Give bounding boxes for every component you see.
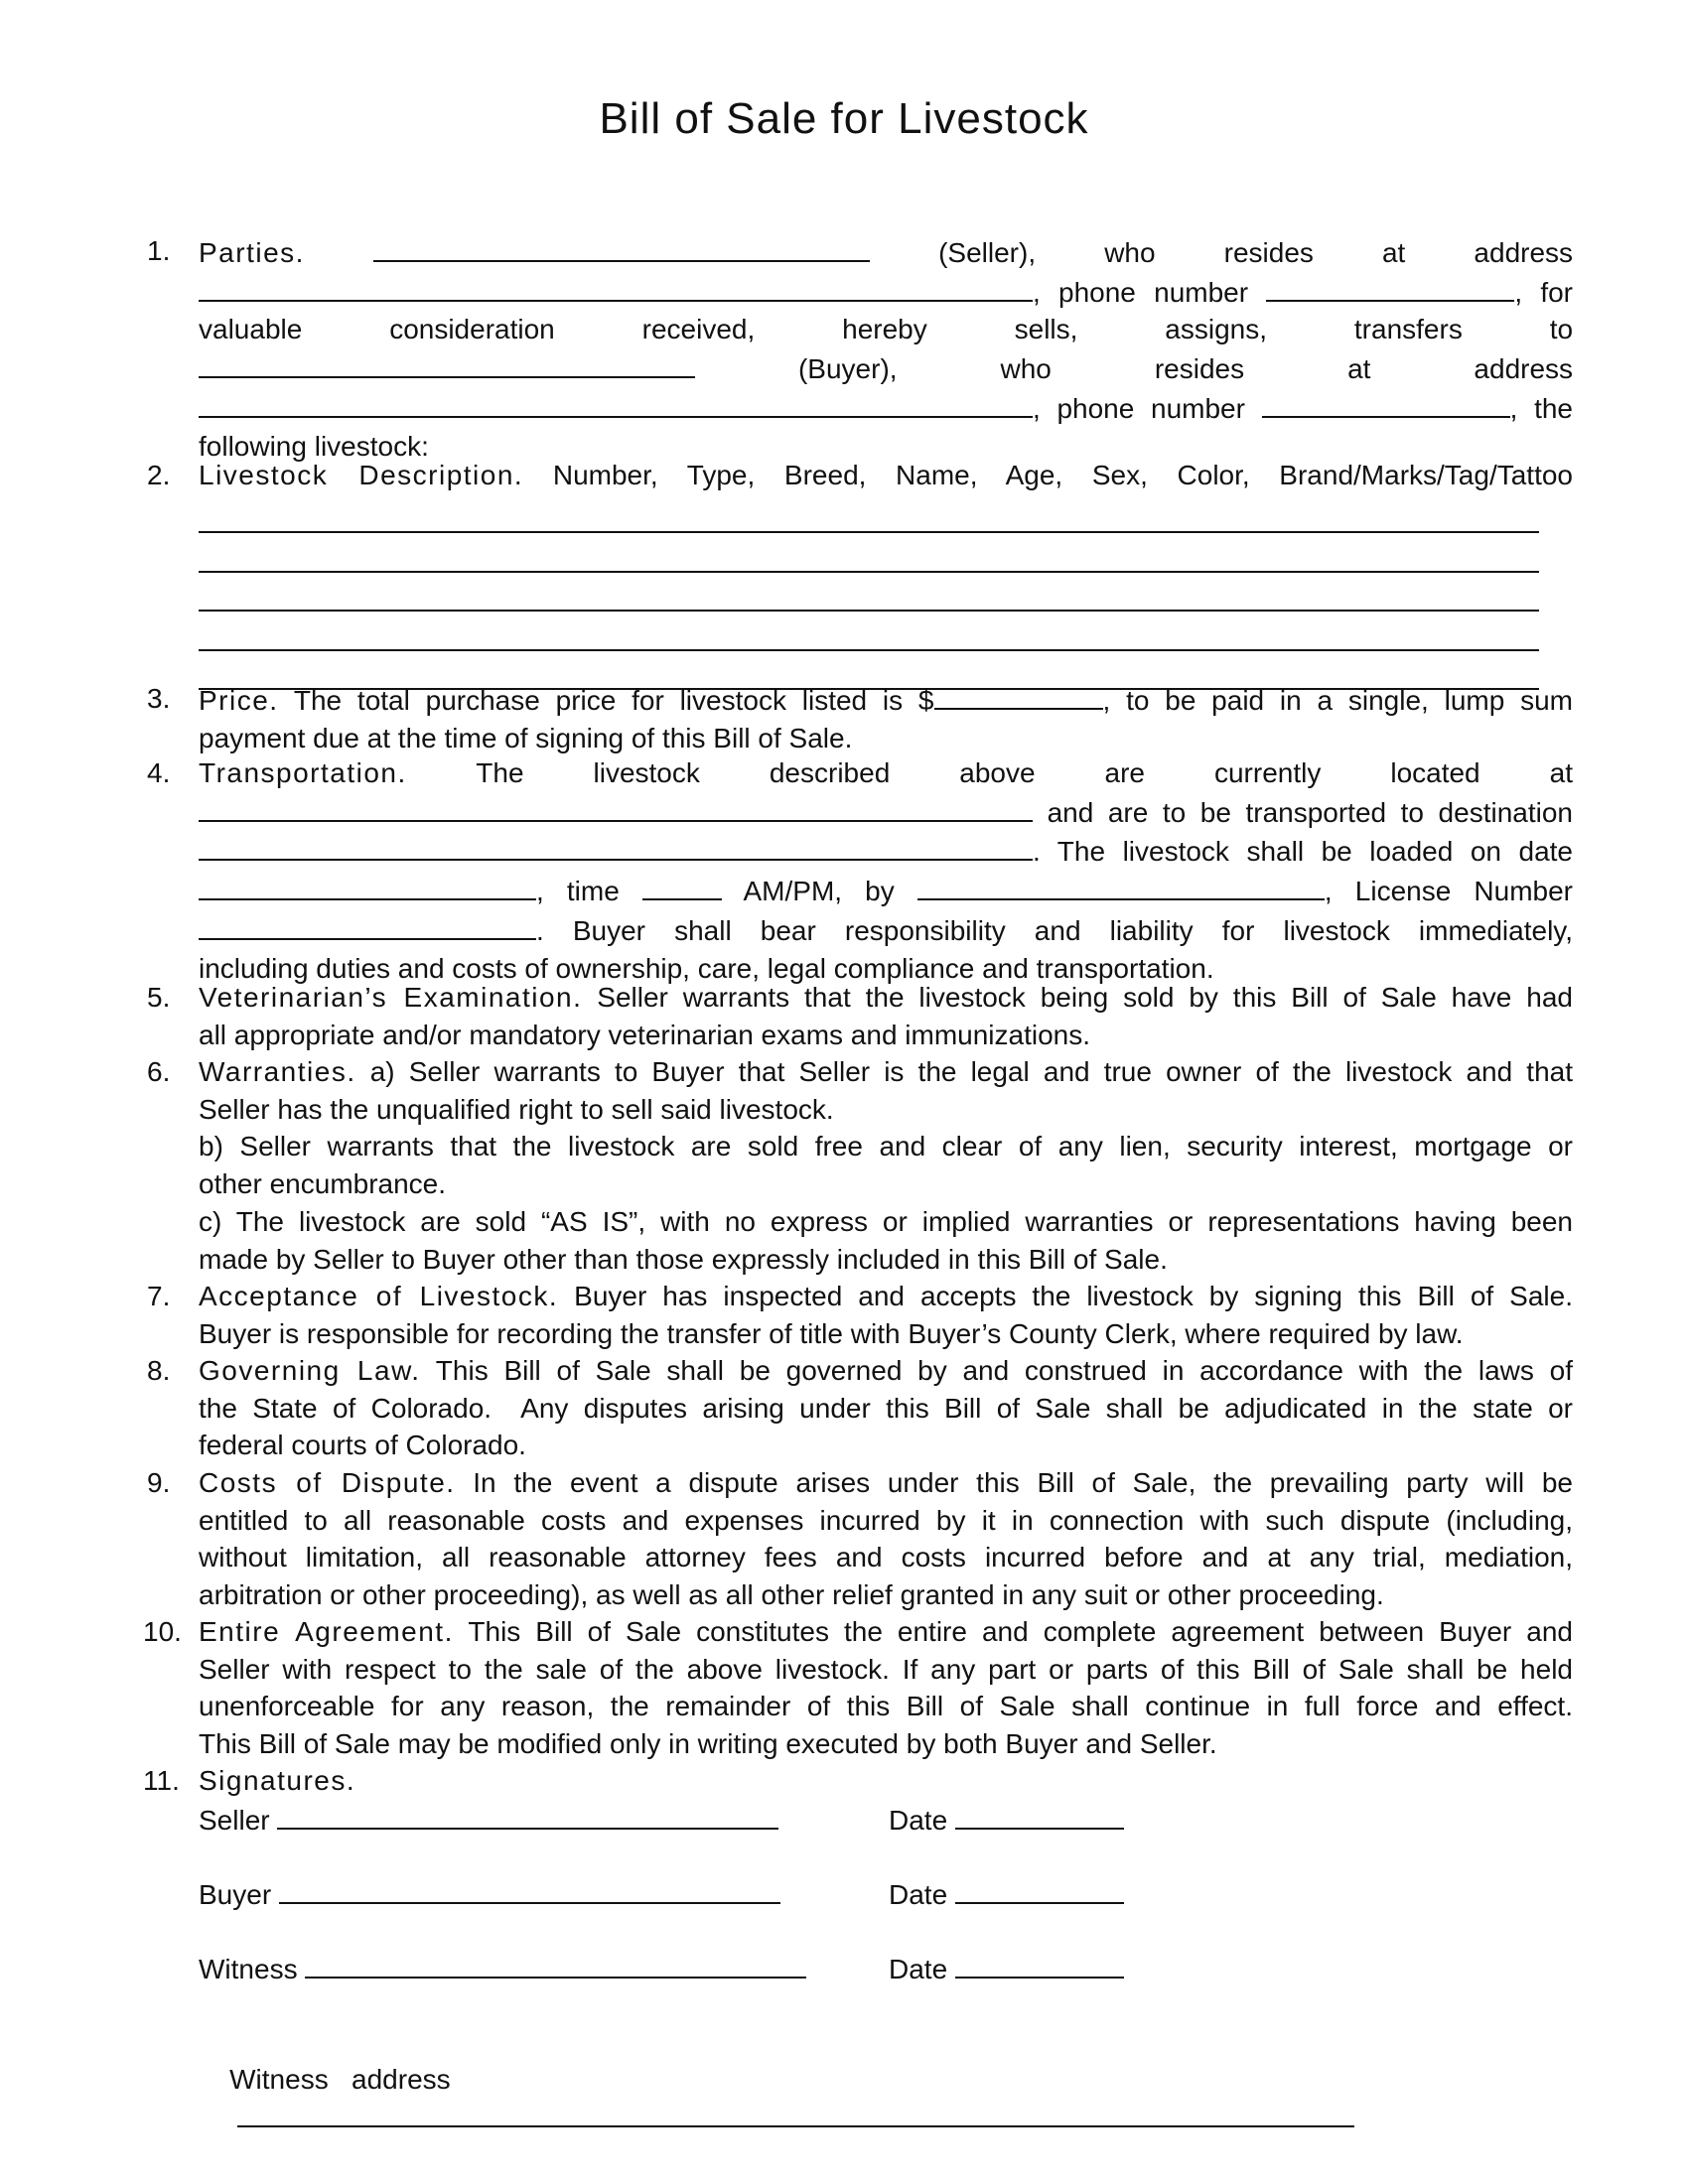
text: at	[1549, 757, 1573, 788]
line	[199, 979, 1573, 1017]
witness-date-row	[889, 1949, 1124, 1988]
witness-signature-row	[199, 1949, 806, 1988]
section-signatures	[143, 1762, 1573, 1800]
buyer-signature-row	[199, 1874, 780, 1914]
text: who	[1104, 237, 1156, 268]
witness-label: Witness	[199, 1954, 298, 1984]
buyer-address-field[interactable]	[199, 388, 1033, 418]
text: a) Seller warrants to Buyer that Seller is the legal and true owner of the livestock and that	[369, 1056, 1573, 1087]
buyer-signature-field[interactable]	[279, 1874, 780, 1904]
date-label: Date	[889, 1954, 948, 1984]
text: , phone number	[1033, 392, 1245, 424]
section-number: 2.	[147, 460, 171, 490]
text: , time	[536, 876, 620, 907]
section-heading: Transportation.	[199, 757, 407, 788]
text: . The livestock shall be loaded on date	[1033, 836, 1573, 868]
line: all appropriate and/or mandatory veterinarian exams and immunizations.	[199, 1019, 1091, 1050]
text: currently	[1213, 757, 1322, 788]
description-line-field[interactable]	[199, 495, 1539, 534]
text: described	[769, 757, 891, 788]
line	[199, 831, 1573, 871]
document-title: Bill of Sale for Livestock	[599, 94, 1089, 143]
line	[199, 680, 1573, 720]
section-number: 7.	[147, 1281, 171, 1311]
line	[199, 388, 1573, 428]
text: Buyer has inspected and accepts the livestock by signing this Bill of Sale.	[574, 1281, 1574, 1311]
text: at	[1381, 237, 1406, 268]
transporter-field[interactable]	[917, 871, 1325, 900]
line: This Bill of Sale may be modified only in writing executed by both Buyer and Seller.	[199, 1728, 1217, 1760]
line	[199, 1352, 1573, 1390]
buyer-label: Buyer	[199, 1879, 272, 1910]
line: Seller has the unqualified right to sell said livestock.	[199, 1093, 834, 1125]
section-veterinarian	[147, 979, 1573, 1053]
text: livestock	[593, 757, 700, 788]
line	[199, 457, 1573, 494]
text: received,	[641, 314, 756, 345]
section-heading: Livestock Description.	[199, 460, 524, 490]
text: valuable	[199, 314, 303, 345]
seller-label: Seller	[199, 1805, 270, 1836]
seller-signature-row	[199, 1800, 778, 1840]
line: made by Seller to Buyer other than those expressly included in this Bill of Sale.	[199, 1243, 1168, 1275]
line: following livestock:	[199, 430, 429, 462]
text: AM/PM, by	[743, 876, 895, 907]
text: . Buyer shall bear responsibility and liability for livestock immediately,	[536, 914, 1573, 946]
text: The total purchase price for livestock listed is $	[293, 685, 934, 716]
line: including duties and costs of ownership, care, legal compliance and transportation.	[199, 952, 1214, 984]
line	[199, 348, 1573, 388]
line	[199, 1464, 1573, 1502]
seller-date-field[interactable]	[955, 1800, 1124, 1830]
line: Buyer is responsible for recording the transfer of title with Buyer’s County Clerk, where required by law.	[199, 1317, 1464, 1349]
buyer-phone-field[interactable]	[1262, 388, 1510, 418]
section-parties	[147, 232, 1573, 465]
line	[199, 232, 1573, 272]
buyer-date-row	[889, 1874, 1124, 1914]
text: The	[476, 757, 524, 788]
section-entire-agreement	[143, 1613, 1573, 1763]
section-number: 5.	[147, 982, 171, 1013]
text: transfers	[1353, 314, 1463, 345]
text: This Bill of Sale constitutes the entire and complete agreement between Buyer and	[468, 1616, 1573, 1647]
seller-phone-field[interactable]	[1266, 272, 1514, 302]
date-label: Date	[889, 1805, 948, 1836]
line: b) Seller warrants that the livestock are sold free and clear of any lien, security interest, mortgage or	[199, 1131, 1573, 1162]
line: federal courts of Colorado.	[199, 1430, 526, 1461]
text: at	[1347, 353, 1371, 385]
section-heading: Governing Law.	[199, 1355, 421, 1386]
buyer-name-field[interactable]	[199, 348, 695, 378]
text: assigns,	[1165, 314, 1268, 345]
text: who	[1000, 353, 1052, 385]
section-heading: Acceptance of Livestock.	[199, 1281, 559, 1311]
text: (Buyer),	[797, 353, 898, 385]
description-line-field[interactable]	[199, 574, 1539, 613]
destination-field[interactable]	[199, 831, 1033, 861]
line	[199, 272, 1573, 312]
line: without limitation, all reasonable attorney fees and costs incurred before and at any trial, mediation,	[199, 1542, 1573, 1573]
text: , for	[1514, 276, 1574, 308]
section-number: 8.	[147, 1355, 171, 1386]
load-time-field[interactable]	[642, 871, 722, 900]
line: entitled to all reasonable costs and expenses incurred by it in connection with such dispute (including,	[199, 1504, 1573, 1536]
price-field[interactable]	[934, 680, 1103, 710]
section-price	[147, 680, 1573, 756]
text: consideration	[389, 314, 555, 345]
text: , to be paid in a single, lump sum	[1102, 685, 1573, 716]
section-number: 9.	[147, 1467, 171, 1498]
section-livestock-description	[147, 457, 1573, 690]
section-heading: Signatures.	[199, 1765, 356, 1796]
current-location-field[interactable]	[199, 792, 1033, 822]
seller-date-row	[889, 1800, 1124, 1840]
line	[199, 871, 1573, 910]
section-number: 3.	[147, 683, 171, 714]
line: the State of Colorado. Any disputes arising under this Bill of Sale shall be adjudicated in the state or	[199, 1392, 1573, 1424]
text: In the event a dispute arises under this Bill of Sale, the prevailing party will be	[473, 1467, 1573, 1498]
witness-address-label: Witness address	[229, 2063, 451, 2095]
text: , License Number	[1324, 876, 1573, 907]
text: resides	[1223, 237, 1314, 268]
line	[199, 311, 1573, 348]
section-heading: Parties.	[199, 237, 305, 268]
line: Seller with respect to the sale of the above livestock. If any part or parts of this Bill of Sale shall be held	[199, 1653, 1573, 1685]
section-heading: Warranties.	[199, 1056, 356, 1087]
text: above	[959, 757, 1036, 788]
section-number: 6.	[147, 1056, 171, 1087]
text: Number, Type, Breed, Name, Age, Sex, Color, Brand/Marks/Tag/Tattoo	[552, 460, 1573, 490]
line	[199, 754, 1573, 792]
text: address	[1474, 353, 1574, 385]
description-line-field[interactable]	[199, 613, 1539, 651]
section-governing-law	[147, 1352, 1573, 1464]
text: address	[1474, 237, 1574, 268]
section-acceptance	[147, 1278, 1573, 1352]
section-number: 4.	[147, 757, 171, 788]
text: This Bill of Sale shall be governed by and construed in accordance with the laws of	[435, 1355, 1573, 1386]
text: and are to be transported to destination	[1047, 796, 1573, 828]
line: other encumbrance.	[199, 1168, 447, 1200]
text: Seller warrants that the livestock being sold by this Bill of Sale have had	[597, 982, 1573, 1013]
witness-address-field[interactable]	[237, 2098, 1354, 2127]
section-warranties	[147, 1053, 1573, 1278]
text: are	[1104, 757, 1145, 788]
line	[199, 1278, 1573, 1315]
line: arbitration or other proceeding), as well as all other relief granted in any suit or other proceeding.	[199, 1579, 1384, 1611]
line: payment due at the time of signing of this Bill of Sale.	[199, 722, 853, 753]
witness-address-row	[199, 2023, 1354, 2175]
date-label: Date	[889, 1879, 948, 1910]
license-number-field[interactable]	[199, 910, 536, 940]
line	[199, 1053, 1573, 1091]
load-date-field[interactable]	[199, 871, 536, 900]
description-line-field[interactable]	[199, 534, 1539, 573]
section-number: 11.	[143, 1765, 180, 1796]
section-number: 10.	[143, 1616, 182, 1647]
seller-signature-field[interactable]	[277, 1800, 778, 1830]
buyer-date-field[interactable]	[955, 1874, 1124, 1904]
section-heading: Veterinarian’s Examination.	[199, 982, 583, 1013]
section-number: 1.	[147, 235, 171, 266]
text: to	[1549, 314, 1574, 345]
section-heading: Costs of Dispute.	[199, 1467, 456, 1498]
text: (Seller),	[938, 237, 1037, 268]
line	[199, 1613, 1573, 1651]
seller-name-field[interactable]	[373, 232, 870, 262]
text: , the	[1509, 392, 1574, 424]
section-transportation	[147, 754, 1573, 987]
text: located	[1390, 757, 1480, 788]
text: hereby	[842, 314, 927, 345]
line: c) The livestock are sold “AS IS”, with no express or implied warranties or representations having been	[199, 1205, 1573, 1237]
line	[199, 792, 1573, 832]
line: unenforceable for any reason, the remainder of this Bill of Sale shall continue in full force and effect.	[199, 1691, 1573, 1722]
witness-date-field[interactable]	[955, 1949, 1124, 1979]
section-heading: Entire Agreement.	[199, 1616, 454, 1647]
witness-signature-field[interactable]	[305, 1949, 806, 1979]
section-costs-of-dispute	[147, 1464, 1573, 1614]
line	[199, 910, 1573, 950]
text: , phone number	[1033, 276, 1249, 308]
text: resides	[1154, 353, 1245, 385]
section-heading: Price.	[199, 685, 279, 716]
text: sells,	[1014, 314, 1078, 345]
seller-address-field[interactable]	[199, 272, 1033, 302]
